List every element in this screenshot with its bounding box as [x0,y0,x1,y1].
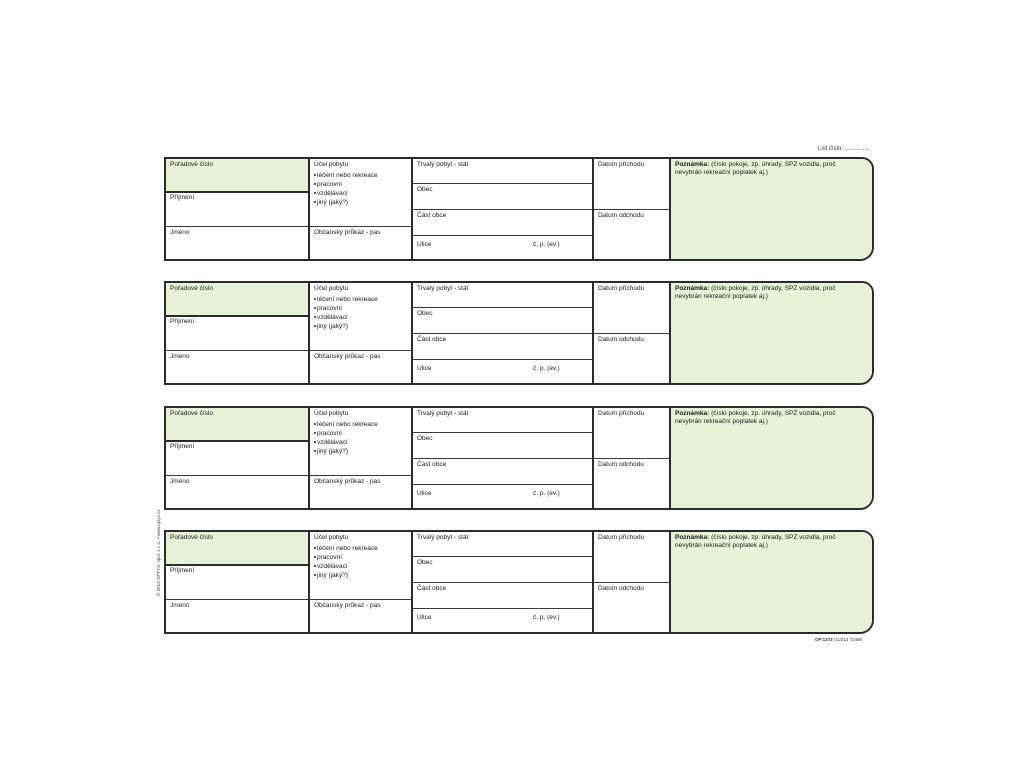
ucel-option-label: pracovní [317,430,342,437]
obcansky-prukaz-label: Občanský průkaz - pas [314,229,381,236]
cast-obce-field[interactable] [413,334,592,359]
ulice-field[interactable] [413,485,592,510]
poradove-cislo-field[interactable] [166,283,309,316]
ulice-label: Ulice [417,490,432,497]
ucel-options-list [314,420,412,456]
obcansky-prukaz-field[interactable] [310,351,412,385]
prijmeni-field[interactable] [166,316,309,350]
prijmeni-field[interactable] [166,441,309,475]
ucel-pobytu-label: Účel pobytu [314,161,349,168]
ucel-options-list [314,171,412,207]
prijmeni-field[interactable] [166,192,309,226]
obcansky-prukaz-label: Občanský průkaz - pas [314,478,381,485]
datum-prichodu-field[interactable] [594,283,670,334]
prijmeni-label: Příjmení [170,443,195,450]
poradove-cislo-label: Pořadové číslo [170,534,213,541]
trvaly-pobyt-field[interactable] [413,283,592,308]
prijmeni-label: Příjmení [170,318,195,325]
poradove-cislo-label: Pořadové číslo [170,285,213,292]
ucel-option[interactable] [314,544,412,553]
obec-label: Obec [417,186,433,193]
ucel-option-label: léčení nebo rekreace [317,545,378,552]
ucel-option-label: léčení nebo rekreace [317,172,378,179]
bullet-icon [314,441,316,443]
bullet-icon [314,316,316,318]
ucel-option[interactable] [314,438,412,447]
bullet-icon [314,547,316,549]
ulice-field[interactable] [413,360,592,385]
datum-odchodu-field[interactable] [594,459,670,510]
poradove-cislo-field[interactable] [166,159,309,192]
datum-odchodu-field[interactable] [594,210,670,261]
cislo-popisne-label: č. p. (ev.) [533,490,560,497]
prijmeni-field[interactable] [166,565,309,599]
bullet-icon [314,201,316,203]
obcansky-prukaz-label: Občanský průkaz - pas [314,353,381,360]
publisher-side-text: © 2013 OPTYS, spol. s r. o. • www.optys.cz [156,509,161,596]
bullet-icon [314,556,316,558]
ucel-pobytu-field[interactable] [310,532,412,600]
list-number-label: List číslo: ............... [818,146,870,152]
bullet-icon [314,192,316,194]
datum-odchodu-label: Datum odchodu [598,212,644,219]
ucel-option-label: pracovní [317,554,342,561]
datum-prichodu-label: Datum příchodu [598,161,645,168]
datum-odchodu-label: Datum odchodu [598,461,644,468]
ucel-option-label: vzdělávací [317,190,348,197]
ucel-option[interactable] [314,562,412,571]
jmeno-field[interactable] [166,600,309,634]
ucel-option-label: pracovní [317,181,342,188]
poznamka-label: Poznámka: [675,285,710,292]
cislo-popisne-label: č. p. (ev.) [533,241,560,248]
datum-odchodu-label: Datum odchodu [598,585,644,592]
obec-label: Obec [417,310,433,317]
cast-obce-label: Část obce [417,461,447,468]
registration-form [164,281,874,385]
ucel-pobytu-field[interactable] [310,408,412,476]
registration-form [164,530,874,634]
ucel-option[interactable] [314,322,412,331]
trvaly-pobyt-label: Trvalý pobyt - stát [417,161,469,168]
poradove-cislo-label: Pořadové číslo [170,410,213,417]
bullet-icon [314,174,316,176]
obcansky-prukaz-field[interactable] [310,227,412,261]
poznamka-field[interactable] [671,532,874,634]
datum-odchodu-field[interactable] [594,583,670,634]
form-code-number: OP 1273 [815,637,833,642]
ulice-field[interactable] [413,236,592,261]
ucel-option[interactable] [314,447,412,456]
cast-obce-label: Část obce [417,585,447,592]
ucel-option[interactable] [314,295,412,304]
obec-label: Obec [417,435,433,442]
trvaly-pobyt-label: Trvalý pobyt - stát [417,534,469,541]
ucel-options-list [314,544,412,580]
bullet-icon [314,432,316,434]
trvaly-pobyt-field[interactable] [413,159,592,184]
bullet-icon [314,307,316,309]
poznamka-text: (číslo pokoje, zp. úhrady, SPZ vozidla, proč nevybrán rekreační poplatek aj.) [675,410,836,425]
obec-field[interactable] [413,184,592,210]
ucel-pobytu-field[interactable] [310,283,412,351]
poradove-cislo-label: Pořadové číslo [170,161,213,168]
cast-obce-field[interactable] [413,459,592,484]
ulice-label: Ulice [417,241,432,248]
obcansky-prukaz-label: Občanský průkaz - pas [314,602,381,609]
cast-obce-label: Část obce [417,212,447,219]
jmeno-field[interactable] [166,351,309,385]
trvaly-pobyt-field[interactable] [413,532,592,557]
poznamka-label: Poznámka: [675,534,710,541]
jmeno-label: Jméno [170,229,190,236]
prijmeni-label: Příjmení [170,194,195,201]
datum-prichodu-field[interactable] [594,408,670,459]
ucel-option[interactable] [314,553,412,562]
ucel-option-label: vzdělávací [317,314,348,321]
poradove-cislo-field[interactable] [166,532,309,565]
ucel-option-label: jiný (jaký?) [317,448,349,455]
ucel-options-list [314,295,412,331]
datum-prichodu-label: Datum příchodu [598,410,645,417]
jmeno-label: Jméno [170,478,190,485]
obec-field[interactable] [413,557,592,583]
ucel-option[interactable] [314,420,412,429]
ucel-option-label: vzdělávací [317,563,348,570]
ucel-option-label: pracovní [317,305,342,312]
form-code [815,637,862,642]
obcansky-prukaz-field[interactable] [310,476,412,510]
ucel-option[interactable] [314,304,412,313]
prijmeni-label: Příjmení [170,567,195,574]
bullet-icon [314,574,316,576]
ulice-field[interactable] [413,609,592,634]
poznamka-field[interactable] [671,283,874,385]
registration-form [164,406,874,510]
poznamka-label: Poznámka: [675,410,710,417]
ucel-option[interactable] [314,198,412,207]
obec-field[interactable] [413,308,592,334]
poznamka-text: (číslo pokoje, zp. úhrady, SPZ vozidla, proč nevybrán rekreační poplatek aj.) [675,534,836,549]
ucel-option-label: vzdělávací [317,439,348,446]
datum-odchodu-field[interactable] [594,334,670,385]
trvaly-pobyt-label: Trvalý pobyt - stát [417,285,469,292]
ucel-option[interactable] [314,180,412,189]
obcansky-prukaz-field[interactable] [310,600,412,634]
poznamka-field[interactable] [671,408,874,510]
datum-prichodu-field[interactable] [594,532,670,583]
obec-label: Obec [417,559,433,566]
bullet-icon [314,298,316,300]
form-code-suffix: V1/213 72486 [833,637,862,642]
poradove-cislo-field[interactable] [166,408,309,441]
bullet-icon [314,565,316,567]
jmeno-label: Jméno [170,602,190,609]
ucel-option-label: léčení nebo rekreace [317,296,378,303]
ucel-pobytu-field[interactable] [310,159,412,227]
bullet-icon [314,450,316,452]
cislo-popisne-label: č. p. (ev.) [533,614,560,621]
datum-odchodu-label: Datum odchodu [598,336,644,343]
ulice-label: Ulice [417,614,432,621]
cast-obce-field[interactable] [413,583,592,608]
bullet-icon [314,423,316,425]
ucel-option-label: jiný (jaký?) [317,199,349,206]
poznamka-text: (číslo pokoje, zp. úhrady, SPZ vozidla, proč nevybrán rekreační poplatek aj.) [675,161,836,176]
bullet-icon [314,325,316,327]
ucel-option-label: léčení nebo rekreace [317,421,378,428]
ucel-option[interactable] [314,171,412,180]
jmeno-label: Jméno [170,353,190,360]
trvaly-pobyt-field[interactable] [413,408,592,433]
jmeno-field[interactable] [166,227,309,261]
datum-prichodu-field[interactable] [594,159,670,210]
ucel-pobytu-label: Účel pobytu [314,410,349,417]
ulice-label: Ulice [417,365,432,372]
ucel-option[interactable] [314,429,412,438]
cislo-popisne-label: č. p. (ev.) [533,365,560,372]
bullet-icon [314,183,316,185]
poznamka-field[interactable] [671,159,874,261]
jmeno-field[interactable] [166,476,309,510]
datum-prichodu-label: Datum příchodu [598,285,645,292]
ucel-option[interactable] [314,189,412,198]
registration-form [164,157,874,261]
ucel-option-label: jiný (jaký?) [317,572,349,579]
ucel-option-label: jiný (jaký?) [317,323,349,330]
ucel-option[interactable] [314,313,412,322]
datum-prichodu-label: Datum příchodu [598,534,645,541]
poznamka-text: (číslo pokoje, zp. úhrady, SPZ vozidla, proč nevybrán rekreační poplatek aj.) [675,285,836,300]
obec-field[interactable] [413,433,592,459]
ucel-pobytu-label: Účel pobytu [314,534,349,541]
trvaly-pobyt-label: Trvalý pobyt - stát [417,410,469,417]
ucel-pobytu-label: Účel pobytu [314,285,349,292]
poznamka-label: Poznámka: [675,161,710,168]
cast-obce-field[interactable] [413,210,592,235]
cast-obce-label: Část obce [417,336,447,343]
ucel-option[interactable] [314,571,412,580]
